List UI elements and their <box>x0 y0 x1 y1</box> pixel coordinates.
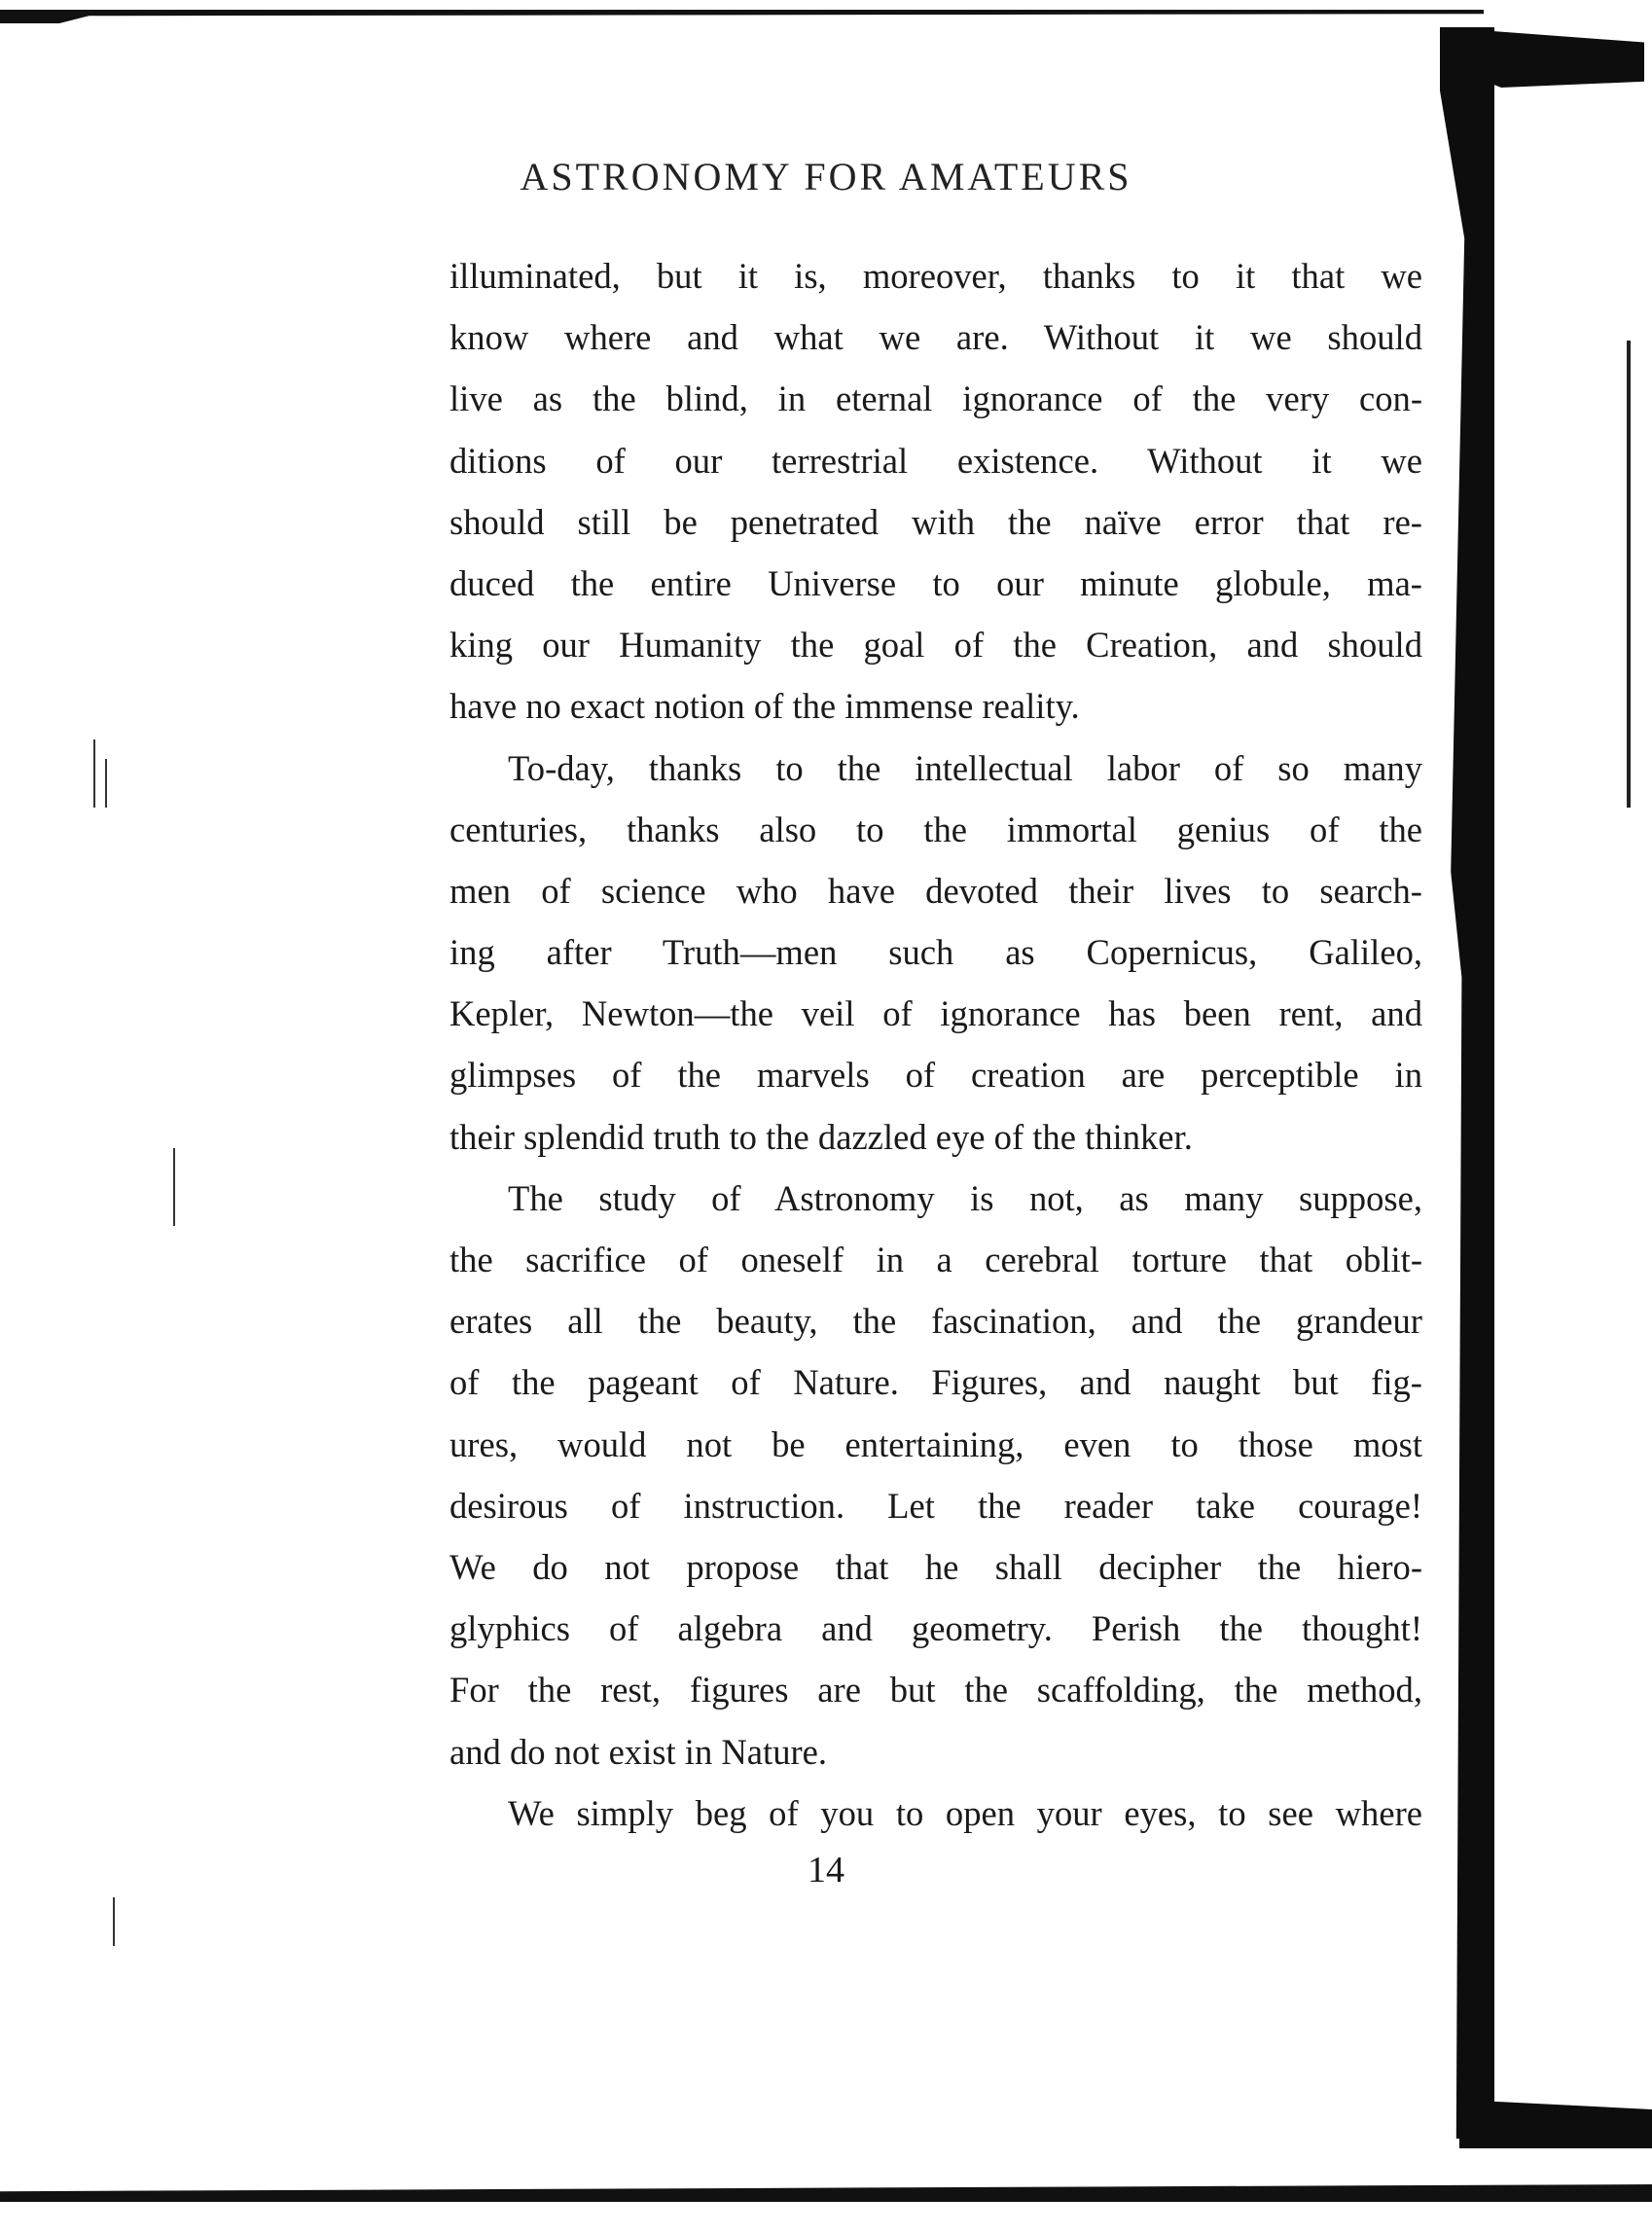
text-line: The study of Astronomy is not, as many suppose, <box>508 1177 1422 1218</box>
scan-edge-right <box>1440 27 1494 2139</box>
text-line: glimpses of the marvels of creation are perceptible in <box>449 1055 1422 1096</box>
text-line: Kepler, Newton—the veil of ignorance has been rent, and <box>449 993 1422 1034</box>
scan-speck <box>173 1148 175 1226</box>
scan-speck <box>93 739 95 808</box>
text-line: duced the entire Universe to our minute globule, ma- <box>449 562 1422 603</box>
text-line: We simply beg of you to open your eyes, to see where <box>508 1792 1422 1833</box>
text-line: have no exact notion of the immense reality. <box>449 686 1080 727</box>
page-number: 14 <box>808 1850 844 1891</box>
text-line: desirous of instruction. Let the reader take courage! <box>449 1485 1422 1526</box>
running-header: ASTRONOMY FOR AMATEURS <box>520 155 1132 198</box>
text-line: should still be penetrated with the naïve error that re- <box>449 501 1422 542</box>
paragraph <box>449 1168 1422 1783</box>
text-line: erates all the beauty, the fascination, and the grandeur <box>449 1301 1422 1342</box>
scan-edge-bottom <box>0 2184 1652 2202</box>
text-line: know where and what we are. Without it we should <box>449 317 1422 358</box>
text-line: their splendid truth to the dazzled eye of the thinker. <box>449 1116 1193 1157</box>
text-line: ing after Truth—men such as Copernicus, Galileo, <box>449 932 1422 973</box>
text-line: glyphics of algebra and geometry. Perish the thought! <box>449 1608 1422 1649</box>
scan-edge-right-foot <box>1459 2100 1652 2148</box>
scan-edge-top <box>0 10 1484 23</box>
text-line: and do not exist in Nature. <box>449 1731 828 1772</box>
scan-speck <box>105 759 107 808</box>
scan-edge-rule <box>1627 341 1631 808</box>
text-line: king our Humanity the goal of the Creation, and should <box>449 625 1422 666</box>
text-line: men of science who have devoted their lives to search- <box>449 870 1422 911</box>
paragraph <box>449 1783 1422 1844</box>
text-line: illuminated, but it is, moreover, thanks to it that we <box>449 256 1422 296</box>
paragraph <box>449 738 1422 1168</box>
text-line: centuries, thanks also to the immortal genius of the <box>449 809 1422 849</box>
text-line: ditions of our terrestrial existence. Without it we <box>449 440 1422 481</box>
text-line: We do not propose that he shall decipher the hiero- <box>449 1546 1422 1587</box>
text-line: For the rest, figures are but the scaffolding, the method, <box>449 1670 1422 1711</box>
text-line: live as the blind, in eternal ignorance of the very con- <box>449 378 1422 419</box>
body-text <box>449 245 1422 1844</box>
text-line: To-day, thanks to the intellectual labor of so many <box>508 747 1422 788</box>
paragraph <box>449 245 1422 738</box>
text-line: of the pageant of Nature. Figures, and naught but fig- <box>449 1362 1422 1403</box>
scan-speck <box>113 1897 115 1946</box>
text-line: the sacrifice of oneself in a cerebral torture that oblit- <box>449 1240 1422 1279</box>
text-line: ures, would not be entertaining, even to those most <box>449 1423 1422 1464</box>
